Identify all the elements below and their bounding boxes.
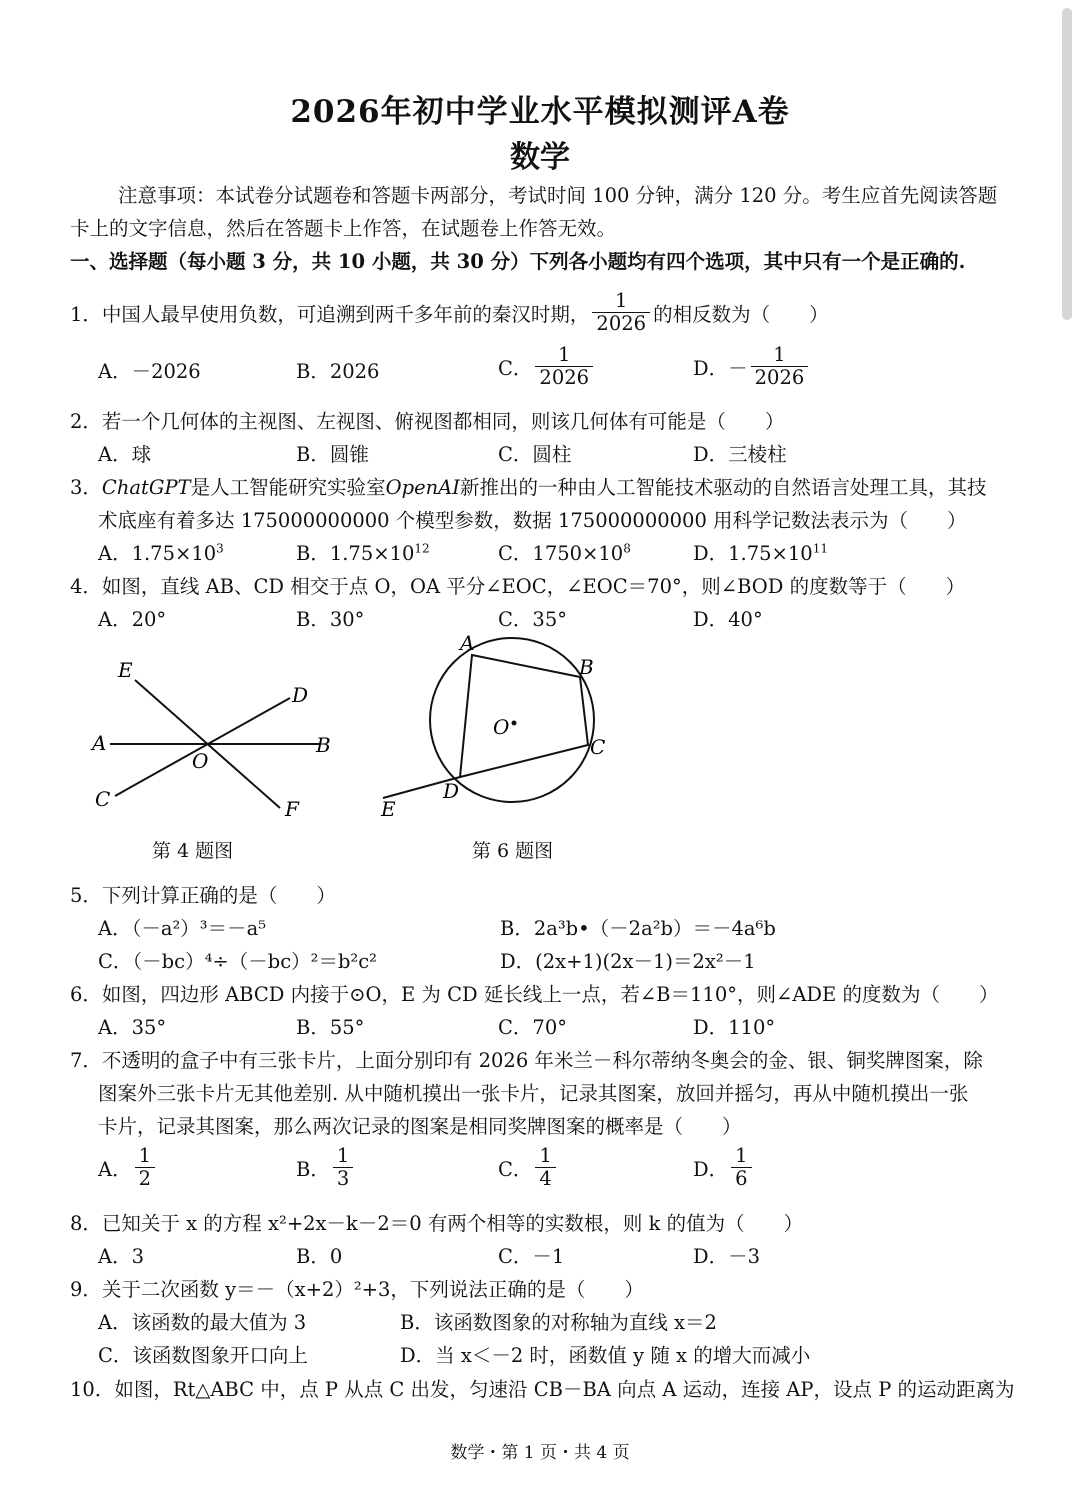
fig6-label-d: D — [443, 779, 460, 803]
exam-title: 2026年初中学业水平模拟测评A卷 — [290, 94, 790, 130]
q1-fraction: $\frac{1}{2026}$ — [592, 290, 650, 336]
question-7-line-3: 卡片，记录其图案，那么两次记录的图案是相同奖牌图案的概率是（ ） — [98, 1115, 742, 1138]
q8-option-b: B．0 — [296, 1245, 343, 1268]
fig4-label-d: D — [292, 683, 309, 707]
q9-option-a: A．该函数的最大值为 3 — [98, 1311, 307, 1334]
fig4-label-a: A — [92, 731, 107, 755]
figure-6-caption: 第 6 题图 — [472, 840, 554, 862]
q7-option-b: B． $\frac{1}{3}$ — [296, 1145, 356, 1191]
q4-option-c: C．35° — [498, 608, 567, 631]
question-3-line-1: 3．ChatGPT是人工智能研究实验室OpenAI新推出的一种由人工智能技术驱动的自然语言处理工具，其技 — [70, 476, 987, 499]
notice-line-1: 注意事项：本试卷分试题卷和答题卡两部分，考试时间 100 分钟，满分 120 分。考生应首先阅读答题 — [118, 184, 998, 207]
q4-option-b: B．30° — [296, 608, 365, 631]
fig6-label-c: C — [590, 735, 606, 759]
question-6: 6．如图，四边形 ABCD 内接于⊙O，E 为 CD 延长线上一点，若∠B＝110°，则∠ADE 的度数为（ ） — [70, 983, 999, 1006]
q9-option-d: D．当 x＜－2 时，函数值 y 随 x 的增大而减小 — [400, 1344, 811, 1367]
q2-option-d: D．三棱柱 — [693, 443, 787, 466]
q1-option-b: B．2026 — [296, 360, 380, 383]
q6-option-a: A．35° — [98, 1016, 167, 1039]
notice-line-2: 卡上的文字信息，然后在答题卡上作答，在试题卷上作答无效。 — [70, 217, 617, 240]
question-5: 5．下列计算正确的是（ ） — [70, 884, 336, 907]
q4-option-a: A．20° — [98, 608, 167, 631]
question-7-line-2: 图案外三张卡片无其他差别. 从中随机摸出一张卡片，记录其图案，放回并摇匀，再从中随机摸出一张 — [98, 1082, 969, 1105]
page-footer: 数学・第 1 页・共 4 页 — [450, 1443, 630, 1463]
q8-option-c: C．－1 — [498, 1245, 565, 1268]
q8-option-a: A．3 — [98, 1245, 144, 1268]
figure-4-caption: 第 4 题图 — [152, 840, 234, 862]
fig6-label-a: A — [460, 631, 475, 655]
q2-option-b: B．圆锥 — [296, 443, 369, 466]
question-8: 8．已知关于 x 的方程 x²+2x－k－2＝0 有两个相等的实数根，则 k 的值为（ ） — [70, 1212, 804, 1235]
question-7-line-1: 7．不透明的盒子中有三张卡片，上面分别印有 2026 年米兰－科尔蒂纳冬奥会的金、银、铜奖牌图案，除 — [70, 1049, 983, 1072]
fig4-label-f: F — [285, 797, 299, 821]
q1-option-a: A．－2026 — [98, 360, 201, 383]
q7-option-d: D． $\frac{1}{6}$ — [693, 1145, 755, 1191]
q5-option-d: D．(2x+1)(2x－1)＝2x²－1 — [500, 950, 756, 973]
fig4-label-o: O — [192, 749, 209, 773]
line-cd — [115, 698, 290, 796]
question-3-line-2: 术底座有着多达 175000000000 个模型参数，数据 175000000000 用科学记数法表示为（ ） — [98, 509, 967, 532]
q6-option-c: C．70° — [498, 1016, 567, 1039]
figure-6 — [375, 630, 625, 825]
q9-option-b: B．该函数图象的对称轴为直线 x＝2 — [400, 1311, 717, 1334]
question-9: 9．关于二次函数 y＝－（x+2）²+3，下列说法正确的是（ ） — [70, 1278, 644, 1301]
q3-option-c: C．$1750\times 10^8$ — [498, 541, 631, 565]
fig6-label-o: O — [493, 715, 510, 739]
q3-option-a: A．$1.75\times 10^3$ — [98, 541, 224, 565]
q1-stem-pre: 1．中国人最早使用负数，可追溯到两千多年前的秦汉时期， — [70, 302, 590, 326]
q1-option-d: D．－ $\frac{1}{2026}$ — [693, 344, 811, 390]
exam-subject: 数学 — [510, 140, 570, 175]
q6-option-b: B．55° — [296, 1016, 365, 1039]
q3-option-d: D．$1.75\times 10^{11}$ — [693, 541, 828, 565]
question-1 — [70, 290, 829, 336]
q3-option-b: B．$1.75\times 10^{12}$ — [296, 541, 430, 565]
section-1-heading: 一、选择题（每小题 3 分，共 10 小题，共 30 分）下列各小题均有四个选项，其中只有一个是正确的. — [70, 250, 966, 273]
question-10-line-1: 10．如图，Rt△ABC 中，点 P 从点 C 出发，匀速沿 CB－BA 向点 A 运动，连接 AP，设点 P 的运动距离为 — [70, 1378, 1015, 1401]
question-4: 4．如图，直线 AB、CD 相交于点 O，OA 平分∠EOC，∠EOC＝70°，则∠BOD 的度数等于（ ） — [70, 575, 966, 598]
fig6-label-b: B — [579, 655, 594, 679]
q4-option-d: D．40° — [693, 608, 763, 631]
fig4-label-e: E — [118, 658, 133, 682]
q8-option-d: D．－3 — [693, 1245, 761, 1268]
q5-option-c: C．（－bc）⁴÷（－bc）²＝b²c² — [98, 950, 377, 973]
question-2: 2．若一个几何体的主视图、左视图、俯视图都相同，则该几何体有可能是（ ） — [70, 410, 785, 433]
q1-stem-post: 的相反数为（ ） — [653, 302, 829, 326]
q7-option-a: A． $\frac{1}{2}$ — [98, 1145, 158, 1191]
q7-option-c: C． $\frac{1}{4}$ — [498, 1145, 559, 1191]
fig4-label-c: C — [95, 787, 111, 811]
center-dot — [512, 721, 517, 726]
q9-option-c: C．该函数图象开口向上 — [98, 1344, 308, 1367]
fig4-label-b: B — [316, 733, 331, 757]
q5-option-a: A．（－a²）³＝－a⁵ — [98, 917, 267, 940]
q2-option-c: C．圆柱 — [498, 443, 572, 466]
figure-4 — [80, 650, 350, 830]
q6-option-d: D．110° — [693, 1016, 776, 1039]
quadrilateral-abcd — [460, 655, 588, 777]
q1-option-c: C． $\frac{1}{2026}$ — [498, 344, 596, 390]
fig6-label-e: E — [381, 797, 396, 821]
q2-option-a: A．球 — [98, 443, 152, 466]
q5-option-b: B．2a³b•（－2a²b）＝－4a⁶b — [500, 917, 776, 940]
